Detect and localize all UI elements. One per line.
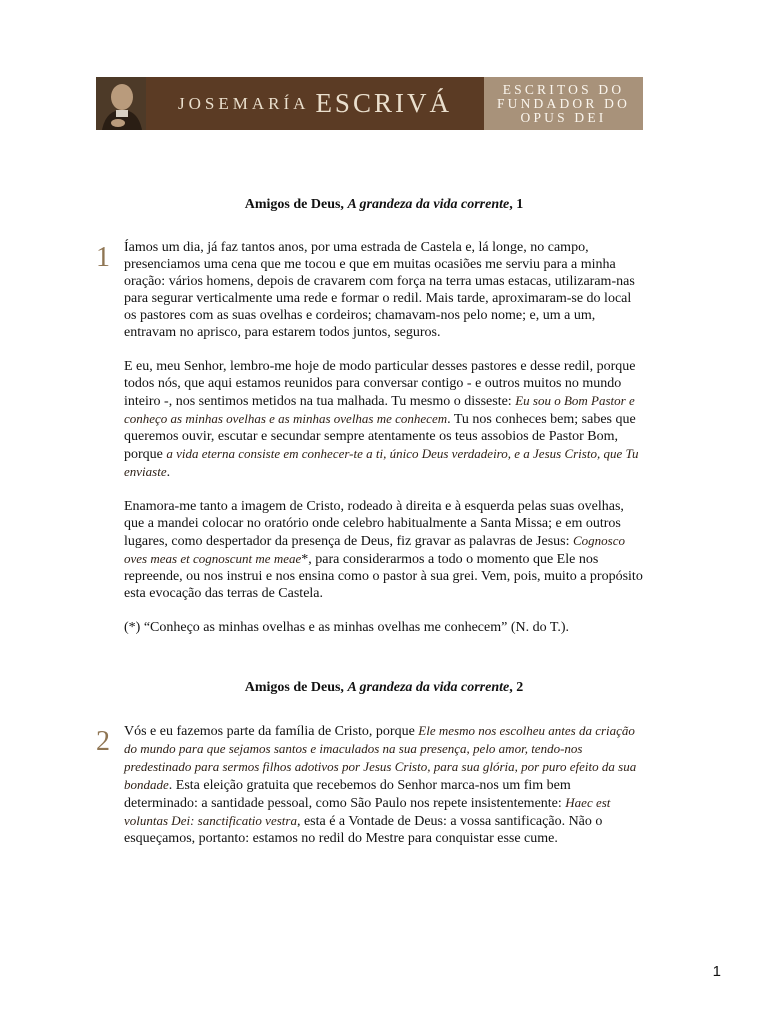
text-run: Enamora-me tanto a imagem de Cristo, rodeado à direita e à esquerda pelas suas ovelhas, que a mandei colocar no oratório onde celebro habitualmente a Santa Missa; e em outros lugares, como despertador da presença de Deus, fiz gravar as palavras de Jesus: (124, 499, 624, 549)
tagline-line: ESCRITOS DO (502, 81, 625, 97)
section-body-1 (124, 239, 644, 636)
text-run: Vós e eu fazemos parte da família de Cristo, porque (124, 724, 419, 739)
scripture-quote: Ele mesmo nos escolheu antes da criação do mundo para que sejamos santos e imaculados na sua presença, pelo amor, tendo-nos predestinado para sermos filhos adotivos por Jesus Cristo, para sua glória, por puro efeito da sua bondade (124, 723, 637, 792)
text-run: . Esta eleição gratuita que recebemos do Senhor marca-nos um fim bem determinado: a santidade pessoal, como São Paulo nos repete insistentemente: (124, 778, 571, 811)
author-photo (96, 77, 146, 130)
paragraph: Íamos um dia, já faz tantos anos, por uma estrada de Castela e, lá longe, no campo, presenciamos uma cena que me tocou e que em muitas ocasiões me serviu para a minha oração: vários homens, depois de cravarem com força na terra umas estacas, utilizaram-nas para segurar verticalmente uma rede e formar o redil. Mais tarde, aproximaram-se do local os pastores com as suas ovelhas e cordeiros; chamavam-nos pelo nome; e, um a um, entravam no aprisco, para estarem todos juntos, seguros. (124, 240, 635, 340)
heading-title: A grandeza da vida corrente (347, 197, 510, 212)
tagline-line: OPUS DEI (520, 109, 607, 125)
latin-quote: Haec est voluntas Dei: sanctificatio vestra (124, 795, 611, 828)
heading-suffix: , 2 (509, 680, 524, 695)
text-run: . Tu nos conheces bem; sabes que queremos ouvir, escutar e secundar sempre atentamente os teus assobios de Pastor Bom, porque (124, 412, 636, 462)
section-body-2 (124, 722, 644, 847)
brand-last-name: ESCRIVÁ (315, 88, 452, 118)
brand-first-name: JOSEMARÍA (178, 93, 310, 113)
footnote: (*) “Conheço as minhas ovelhas e as minhas ovelhas me conhecem” (N. do T.). (124, 620, 570, 635)
latin-quote: Cognosco oves meas et cognoscunt me meae (124, 533, 625, 566)
scripture-quote: Eu sou o Bom Pastor e conheço as minhas ovelhas e as minhas ovelhas me conhecem (124, 393, 635, 426)
heading-suffix: , 1 (509, 197, 524, 212)
paragraph-number-2: 2 (96, 726, 110, 757)
paragraph (124, 498, 644, 602)
brand-name (146, 77, 484, 130)
section-heading-2 (0, 680, 768, 696)
paragraph (124, 358, 644, 481)
page-number: 1 (712, 963, 721, 980)
scripture-quote: a vida eterna consiste em conhecer-te a ti, único Deus verdadeiro, e a Jesus Cristo, que Tu enviaste (124, 446, 639, 479)
text-run: , esta é a Vontade de Deus: a vossa santificação. Não o esqueçamos, portanto: estamos no redil do Mestre para conquistar esse cume. (124, 814, 603, 846)
heading-prefix: Amigos de Deus, (244, 197, 348, 212)
text-run: *, para considerarmos a todo o momento que Ele nos repreende, ou nos instrui e nos ensina como o pastor à sua grei. Vem, pois, muito a propósito esta evocação das terras de Castela. (124, 552, 643, 601)
section-heading-1 (0, 197, 768, 213)
brand-tagline (484, 77, 643, 130)
text-run: . (166, 465, 171, 480)
paragraph (124, 722, 644, 847)
heading-prefix: Amigos de Deus, (244, 680, 348, 695)
text-run: E eu, meu Senhor, lembro-me hoje de modo particular desses pastores e desse redil, porque todos nós, que aqui estamos reunidos para conversar contigo - e outros muitos no mundo inteiro -, nos sentimos metidos na tua malhada. Tu mesmo o disseste: (124, 359, 636, 409)
header-banner (96, 77, 643, 130)
tagline-line: FUNDADOR DO (496, 95, 631, 111)
heading-title: A grandeza da vida corrente (347, 680, 510, 695)
paragraph-number-1: 1 (96, 242, 110, 273)
